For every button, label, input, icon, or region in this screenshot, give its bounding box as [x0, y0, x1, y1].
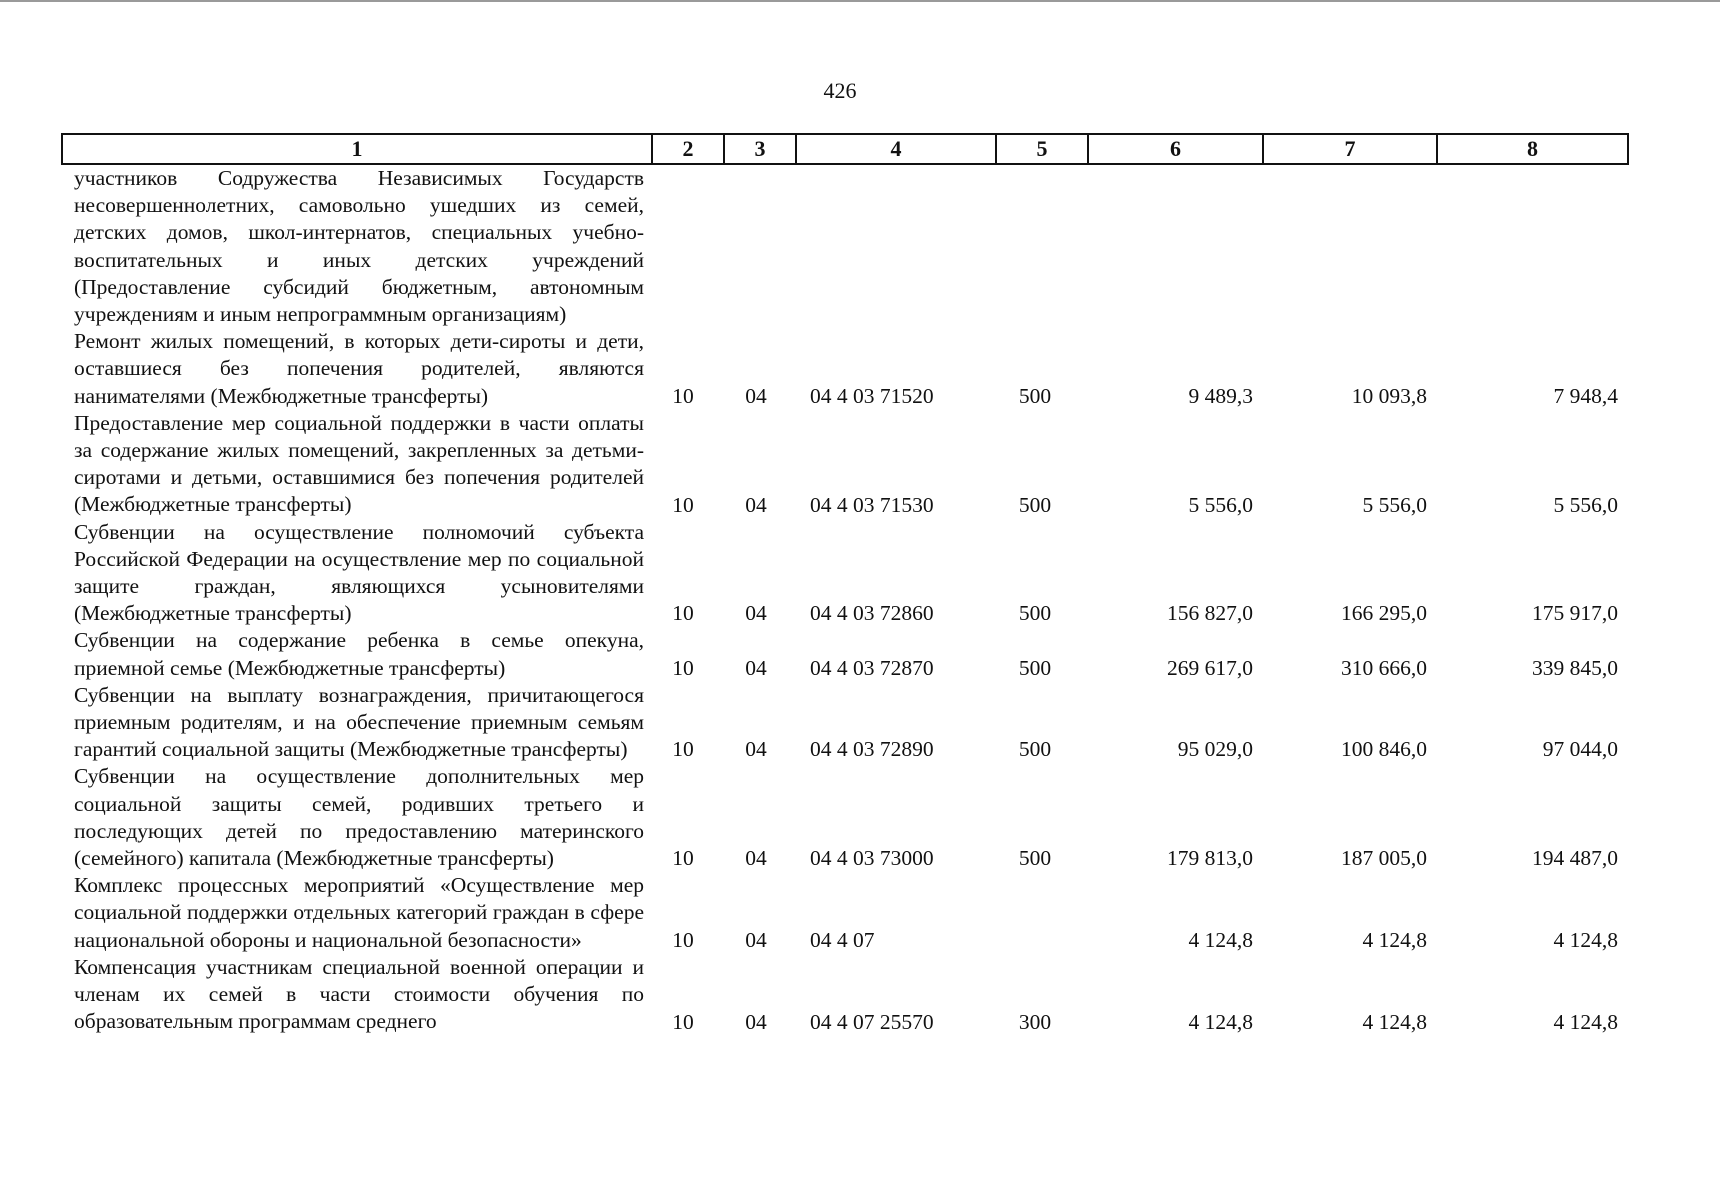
row-amount-7: 100 846,0 [1341, 737, 1427, 762]
row-description: Предоставление мер социальной поддержки в части оплаты за содержание жилых помещений, закрепленных за детьми-сиротами и детьми, оставшимися без попечения родителей (Межбюджетные трансферты) [74, 410, 644, 517]
table-row [62, 164, 1628, 328]
row-amount-8: 175 917,0 [1532, 601, 1618, 626]
row-amount-8: 339 845,0 [1532, 655, 1618, 680]
row-amount-6: 5 556,0 [1188, 492, 1253, 517]
header-row [62, 134, 1628, 164]
row-section: 10 [672, 927, 694, 952]
row-section: 10 [672, 601, 694, 626]
row-amount-8: 4 124,8 [1553, 927, 1618, 952]
row-target-code: 04 4 03 73000 [810, 846, 934, 871]
header-col-4: 4 [796, 134, 996, 164]
row-amount-7: 5 556,0 [1362, 492, 1427, 517]
header-col-5: 5 [996, 134, 1088, 164]
row-subsection [724, 164, 796, 328]
row-description: участников Содружества Независимых Государств несовершеннолетних, самовольно ушедших из семей, детских домов, школ-интернатов, специальных учебно-воспитательных и иных детских учреждений (Предоставление субсидий бюджетным, автономным учреждениям и иным непрограммным организациям) [74, 166, 644, 327]
row-amount-7: 187 005,0 [1341, 846, 1427, 871]
row-amount-7: 4 124,8 [1362, 1009, 1427, 1034]
row-amount-6: 95 029,0 [1177, 737, 1253, 762]
row-subsection: 04 [745, 927, 767, 952]
row-description: Комплекс процессных мероприятий «Осуществление мер социальной поддержки отдельных категорий граждан в сфере национальной обороны и национальной безопасности» [74, 873, 644, 952]
row-description: Субвенции на осуществление полномочий субъекта Российской Федерации на осуществление мер по социальной защите граждан, являющихся усыновителями (Межбюджетные трансферты) [74, 519, 644, 626]
row-amount-6: 269 617,0 [1167, 655, 1253, 680]
page-number: 426 [823, 78, 857, 103]
table-header [62, 134, 1628, 164]
row-amount-6: 179 813,0 [1167, 846, 1253, 871]
row-expense-type [996, 872, 1088, 954]
row-target-code: 04 4 03 71530 [810, 492, 934, 517]
header-col-1: 1 [62, 134, 652, 164]
row-expense-type: 300 [1018, 1009, 1052, 1034]
row-section: 10 [672, 846, 694, 871]
table-row [62, 763, 1628, 872]
row-amount-6: 4 124,8 [1188, 1009, 1253, 1034]
row-target-code [796, 164, 996, 328]
table-row [62, 519, 1628, 628]
row-target-code: 04 4 03 72860 [810, 601, 934, 626]
row-description: Компенсация участникам специальной военной операции и членам их семей в части стоимости обучения по образовательным программам среднего [74, 954, 644, 1034]
row-section: 10 [672, 737, 694, 762]
header-col-8: 8 [1437, 134, 1628, 164]
row-subsection: 04 [745, 1009, 767, 1034]
row-amount-8: 194 487,0 [1532, 846, 1618, 871]
row-section: 10 [672, 1009, 694, 1034]
row-subsection: 04 [745, 492, 767, 517]
header-col-2: 2 [652, 134, 724, 164]
row-amount-6 [1088, 164, 1263, 328]
table-body [62, 164, 1628, 1036]
row-description: Ремонт жилых помещений, в которых дети-сироты и дети, оставшиеся без попечения родителей, являются нанимателями (Межбюджетные трансферты) [74, 329, 644, 408]
row-section [652, 164, 724, 328]
row-subsection: 04 [745, 383, 767, 408]
row-amount-7: 4 124,8 [1362, 927, 1427, 952]
row-target-code: 04 4 07 25570 [810, 1009, 934, 1034]
row-subsection: 04 [745, 655, 767, 680]
row-amount-8: 97 044,0 [1542, 737, 1618, 762]
row-subsection: 04 [745, 737, 767, 762]
header-col-7: 7 [1263, 134, 1437, 164]
row-description: Субвенции на содержание ребенка в семье опекуна, приемной семье (Межбюджетные трансферты) [74, 628, 644, 680]
budget-table [61, 133, 1629, 1036]
row-expense-type [996, 164, 1088, 328]
row-amount-8: 5 556,0 [1553, 492, 1618, 517]
row-target-code: 04 4 03 71520 [810, 383, 934, 408]
table-row [62, 954, 1628, 1036]
row-amount-8: 4 124,8 [1553, 1009, 1618, 1034]
table-row [62, 627, 1628, 681]
row-section: 10 [672, 655, 694, 680]
header-col-6: 6 [1088, 134, 1263, 164]
row-target-code: 04 4 03 72890 [810, 737, 934, 762]
row-amount-8: 7 948,4 [1553, 383, 1618, 408]
row-subsection: 04 [745, 846, 767, 871]
row-amount-6: 4 124,8 [1188, 927, 1253, 952]
row-amount-6: 156 827,0 [1167, 601, 1253, 626]
row-description: Субвенции на осуществление дополнительных мер социальной защиты семей, родивших третьего и последующих детей по предоставлению материнского (семейного) капитала (Межбюджетные трансферты) [74, 764, 644, 871]
row-expense-type: 500 [1018, 846, 1052, 871]
header-col-3: 3 [724, 134, 796, 164]
row-expense-type: 500 [1018, 383, 1052, 408]
row-expense-type: 500 [1018, 737, 1052, 762]
row-amount-7: 10 093,8 [1351, 383, 1427, 408]
row-amount-6: 9 489,3 [1188, 383, 1253, 408]
row-description: Субвенции на выплату вознаграждения, причитающегося приемным родителям, и на обеспечение приемным семьям гарантий социальной защиты (Межбюджетные трансферты) [74, 682, 644, 762]
row-expense-type: 500 [1018, 601, 1052, 626]
row-subsection: 04 [745, 601, 767, 626]
table-row [62, 328, 1628, 410]
row-target-code: 04 4 03 72870 [810, 655, 934, 680]
row-expense-type: 500 [1018, 492, 1052, 517]
row-section: 10 [672, 383, 694, 408]
row-amount-8 [1437, 164, 1628, 328]
top-rule [0, 0, 1720, 2]
table-row [62, 872, 1628, 954]
row-expense-type: 500 [1018, 655, 1052, 680]
row-target-code: 04 4 07 [810, 927, 875, 952]
table-row [62, 410, 1628, 519]
row-amount-7: 166 295,0 [1341, 601, 1427, 626]
row-amount-7: 310 666,0 [1341, 655, 1427, 680]
table-row [62, 682, 1628, 764]
row-section: 10 [672, 492, 694, 517]
row-amount-7 [1263, 164, 1437, 328]
